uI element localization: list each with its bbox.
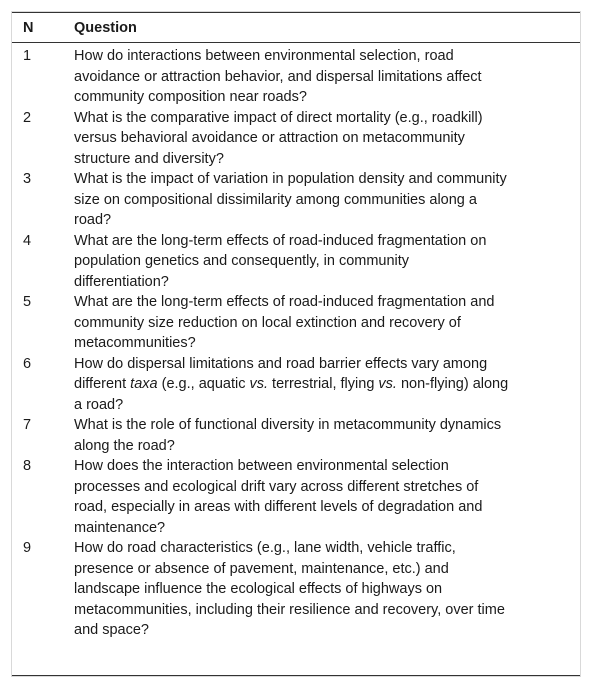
question-line: How do dispersal limitations and road barrier effects vary among — [74, 355, 488, 372]
table-row — [12, 456, 580, 538]
question-line: How do road characteristics (e.g., lane width, vehicle traffic, — [74, 540, 456, 556]
question-line: avoidance or attraction behavior, and dispersal limitations affect — [74, 68, 482, 85]
row-number: 4 — [23, 232, 32, 249]
table-row — [12, 46, 580, 108]
table-row — [12, 231, 580, 293]
question-line: How does the interaction between environmental selection — [74, 458, 449, 474]
row-number: 9 — [23, 540, 32, 556]
table-row — [12, 169, 580, 231]
row-question — [74, 415, 564, 456]
row-question — [74, 231, 564, 293]
row-number: 1 — [23, 48, 32, 64]
row-question — [74, 538, 564, 641]
question-line: size on compositional dissimilarity among communities along a — [74, 191, 477, 208]
header-question: Question — [74, 20, 137, 36]
question-line: a road? — [74, 396, 124, 413]
question-line: What is the impact of variation in population density and community — [74, 171, 507, 187]
row-question — [74, 169, 564, 231]
question-line: What are the long-term effects of road-induced fragmentation and — [74, 294, 495, 310]
table-row — [12, 108, 580, 170]
table-row — [12, 415, 580, 456]
question-line: metacommunities? — [74, 335, 196, 351]
row-number: 2 — [23, 109, 32, 126]
question-line: road, especially in areas with different levels of degradation and — [74, 499, 483, 515]
question-line: metacommunities, including their resilience and recovery, over time — [74, 601, 505, 618]
header-n: N — [23, 20, 34, 36]
question-line: and space? — [74, 622, 149, 638]
question-line: What are the long-term effects of road-induced fragmentation on — [74, 232, 487, 249]
question-line: population genetics and consequently, in community — [74, 253, 410, 269]
row-question — [74, 108, 564, 170]
row-number: 8 — [23, 458, 32, 474]
question-line: community composition near roads? — [74, 89, 307, 105]
table-row — [12, 538, 580, 641]
table-body — [12, 43, 580, 641]
row-question — [74, 354, 564, 416]
question-line: versus behavioral avoidance or attraction on metacommunity — [74, 130, 465, 146]
question-line: presence or absence of pavement, maintenance, etc.) and — [74, 560, 449, 577]
question-line: processes and ecological drift vary across different stretches of — [74, 478, 479, 495]
bottom-rule — [12, 675, 580, 676]
question-line: What is the comparative impact of direct mortality (e.g., roadkill) — [74, 109, 483, 126]
question-line: How do interactions between environmental selection, road — [74, 48, 454, 64]
question-line: maintenance? — [74, 519, 166, 536]
table-row — [12, 292, 580, 354]
table-row — [12, 354, 580, 416]
question-line: differentiation? — [74, 273, 169, 290]
question-line: structure and diversity? — [74, 150, 224, 167]
question-line: along the road? — [74, 437, 175, 454]
row-number: 3 — [23, 171, 32, 187]
question-line: What is the role of functional diversity in metacommunity dynamics — [74, 417, 502, 433]
row-number: 6 — [23, 355, 32, 372]
question-line: different taxa (e.g., aquatic vs. terrestrial, flying vs. non-flying) along — [74, 376, 509, 392]
question-line: road? — [74, 212, 112, 228]
row-question — [74, 292, 564, 354]
row-number: 7 — [23, 417, 32, 433]
row-question — [74, 456, 564, 538]
questions-table — [11, 11, 581, 677]
row-number: 5 — [23, 294, 32, 310]
question-line: community size reduction on local extinction and recovery of — [74, 314, 461, 331]
question-line: landscape influence the ecological effects of highways on — [74, 581, 443, 597]
row-question — [74, 46, 564, 108]
table-header — [12, 12, 580, 43]
